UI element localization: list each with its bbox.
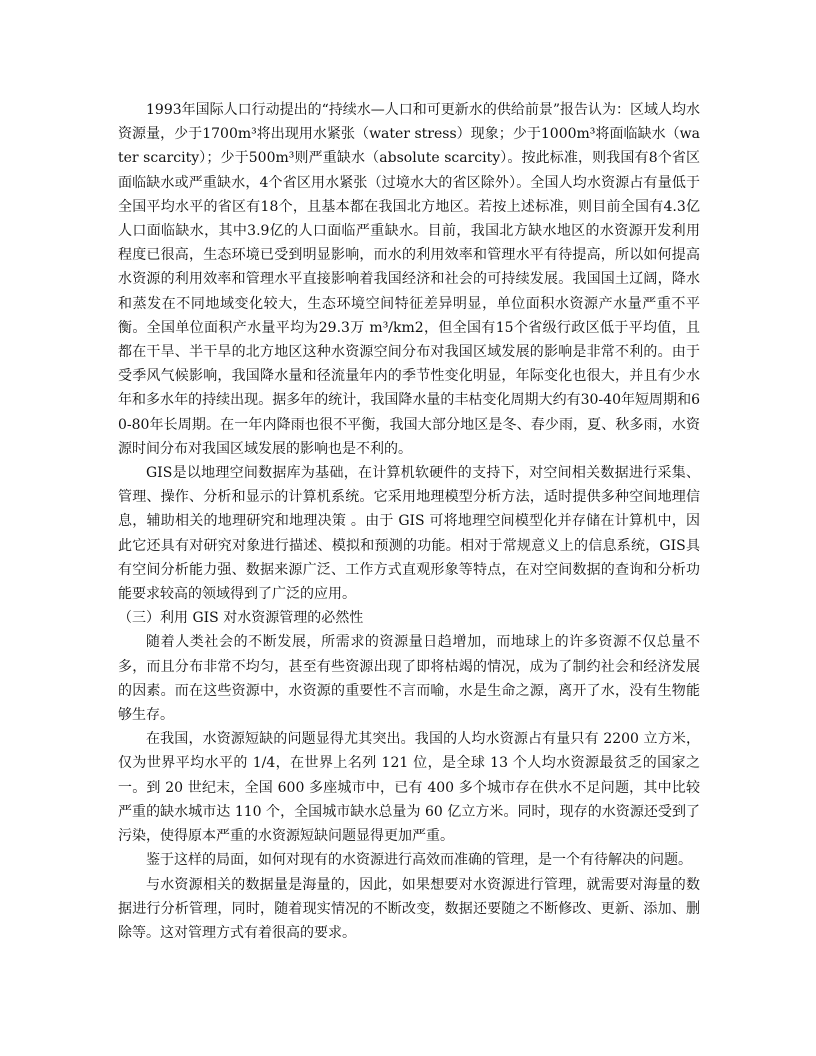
document-page xyxy=(118,98,700,945)
paragraph-resource-demand: 随着人类社会的不断发展，所需求的资源量日趋增加，而地球上的许多资源不仅总量不多，而且分布非常不均匀，甚至有些资源出现了即将枯竭的情况，成为了制约社会和经济发展的因素。而在这些资源中，水资源的重要性不言而喻，水是生命之源，离开了水，没有生物能够生存。 xyxy=(118,634,700,724)
paragraph-gis-definition: GIS是以地理空间数据库为基础，在计算机软硬件的支持下，对空间相关数据进行采集、管理、操作、分析和显示的计算机系统。它采用地理模型分析方法，适时提供多种空间地理信息，辅助相关的地理研究和地理决策 。由于 GIS 可将地理空间模型化并存储在计算机中，因此它还具有对研究对象进行描述、模拟和预测的功能。相对于常规意义上的信息系统，GIS具有空间分析能力强、数据来源广泛、工作方式直观形象等特点，在对空间数据的查询和分析功能要求较高的领域得到了广泛的应用。 xyxy=(118,465,700,603)
paragraph-china-water-shortage: 在我国，水资源短缺的问题显得尤其突出。我国的人均水资源占有量只有 2200 立方米，仅为世界平均水平的 1/4，在世界上名列 121 位，是全球 13 个人均水资源最贫乏的国家之一。到 20 世纪末，全国 600 多座城市中，已有 400 多个城市存在供水不足问题，其中比较严重的缺水城市达 110 个，全国城市缺水总量为 60 亿立方米。同时，现存的水资源还受到了污染，使得原本严重的水资源短缺问题显得更加严重。 xyxy=(118,731,700,845)
paragraph-water-resources-status: 1993年国际人口行动提出的“持续水—人口和可更新水的供给前景”报告认为：区域人均水资源量，少于1700m³将出现用水紧张（water stress）现象；少于1000m³将面临缺水（water scarcity）；少于500m³则严重缺水（absolute scarcity）。按此标准，则我国有8个省区面临缺水或严重缺水，4个省区用水紧张（过境水大的省区除外）。全国人均水资源占有量低于全国平均水平的省区有18个，且基本都在我国北方地区。若按上述标准，则目前全国有4.3亿人口面临缺水，其中3.9亿的人口面临严重缺水。目前，我国北方缺水地区的水资源开发利用程度已很高，生态环境已受到明显影响，而水的利用效率和管理水平有待提高，所以如何提高水资源的利用效率和管理水平直接影响着我国经济和社会的可持续发展。我国国土辽阔，降水和蒸发在不同地域变化较大，生态环境空间特征差异明显，单位面积水资源产水量严重不平衡。全国单位面积产水量平均为29.3万 m³/km2，但全国有15个省级行政区低于平均值，且都在干旱、半干旱的北方地区这种水资源空间分布对我国区域发展的影响是非常不利的。由于受季风气候影响，我国降水量和径流量年内的季节性变化明显，年际变化也很大，并且有少水年和多水年的持续出现。据多年的统计，我国降水量的丰枯变化周期大约有30-40年短周期和60-80年长周期。在一年内降雨也很不平衡，我国大部分地区是冬、春少雨，夏、秋多雨，水资源时间分布对我国区域发展的影响也是不利的。 xyxy=(118,102,700,457)
section-heading: （三）利用 GIS 对水资源管理的必然性 xyxy=(118,610,364,627)
paragraph-data-management: 与水资源相关的数据量是海量的，因此，如果想要对水资源进行管理，就需要对海量的数据进行分析管理，同时，随着现实情况的不断改变，数据还要随之不断修改、更新、添加、删除等。这对管理方式有着很高的要求。 xyxy=(118,876,700,941)
paragraph-management-question: 鉴于这样的局面，如何对现有的水资源进行高效而准确的管理，是一个有待解决的问题。 xyxy=(146,852,692,869)
